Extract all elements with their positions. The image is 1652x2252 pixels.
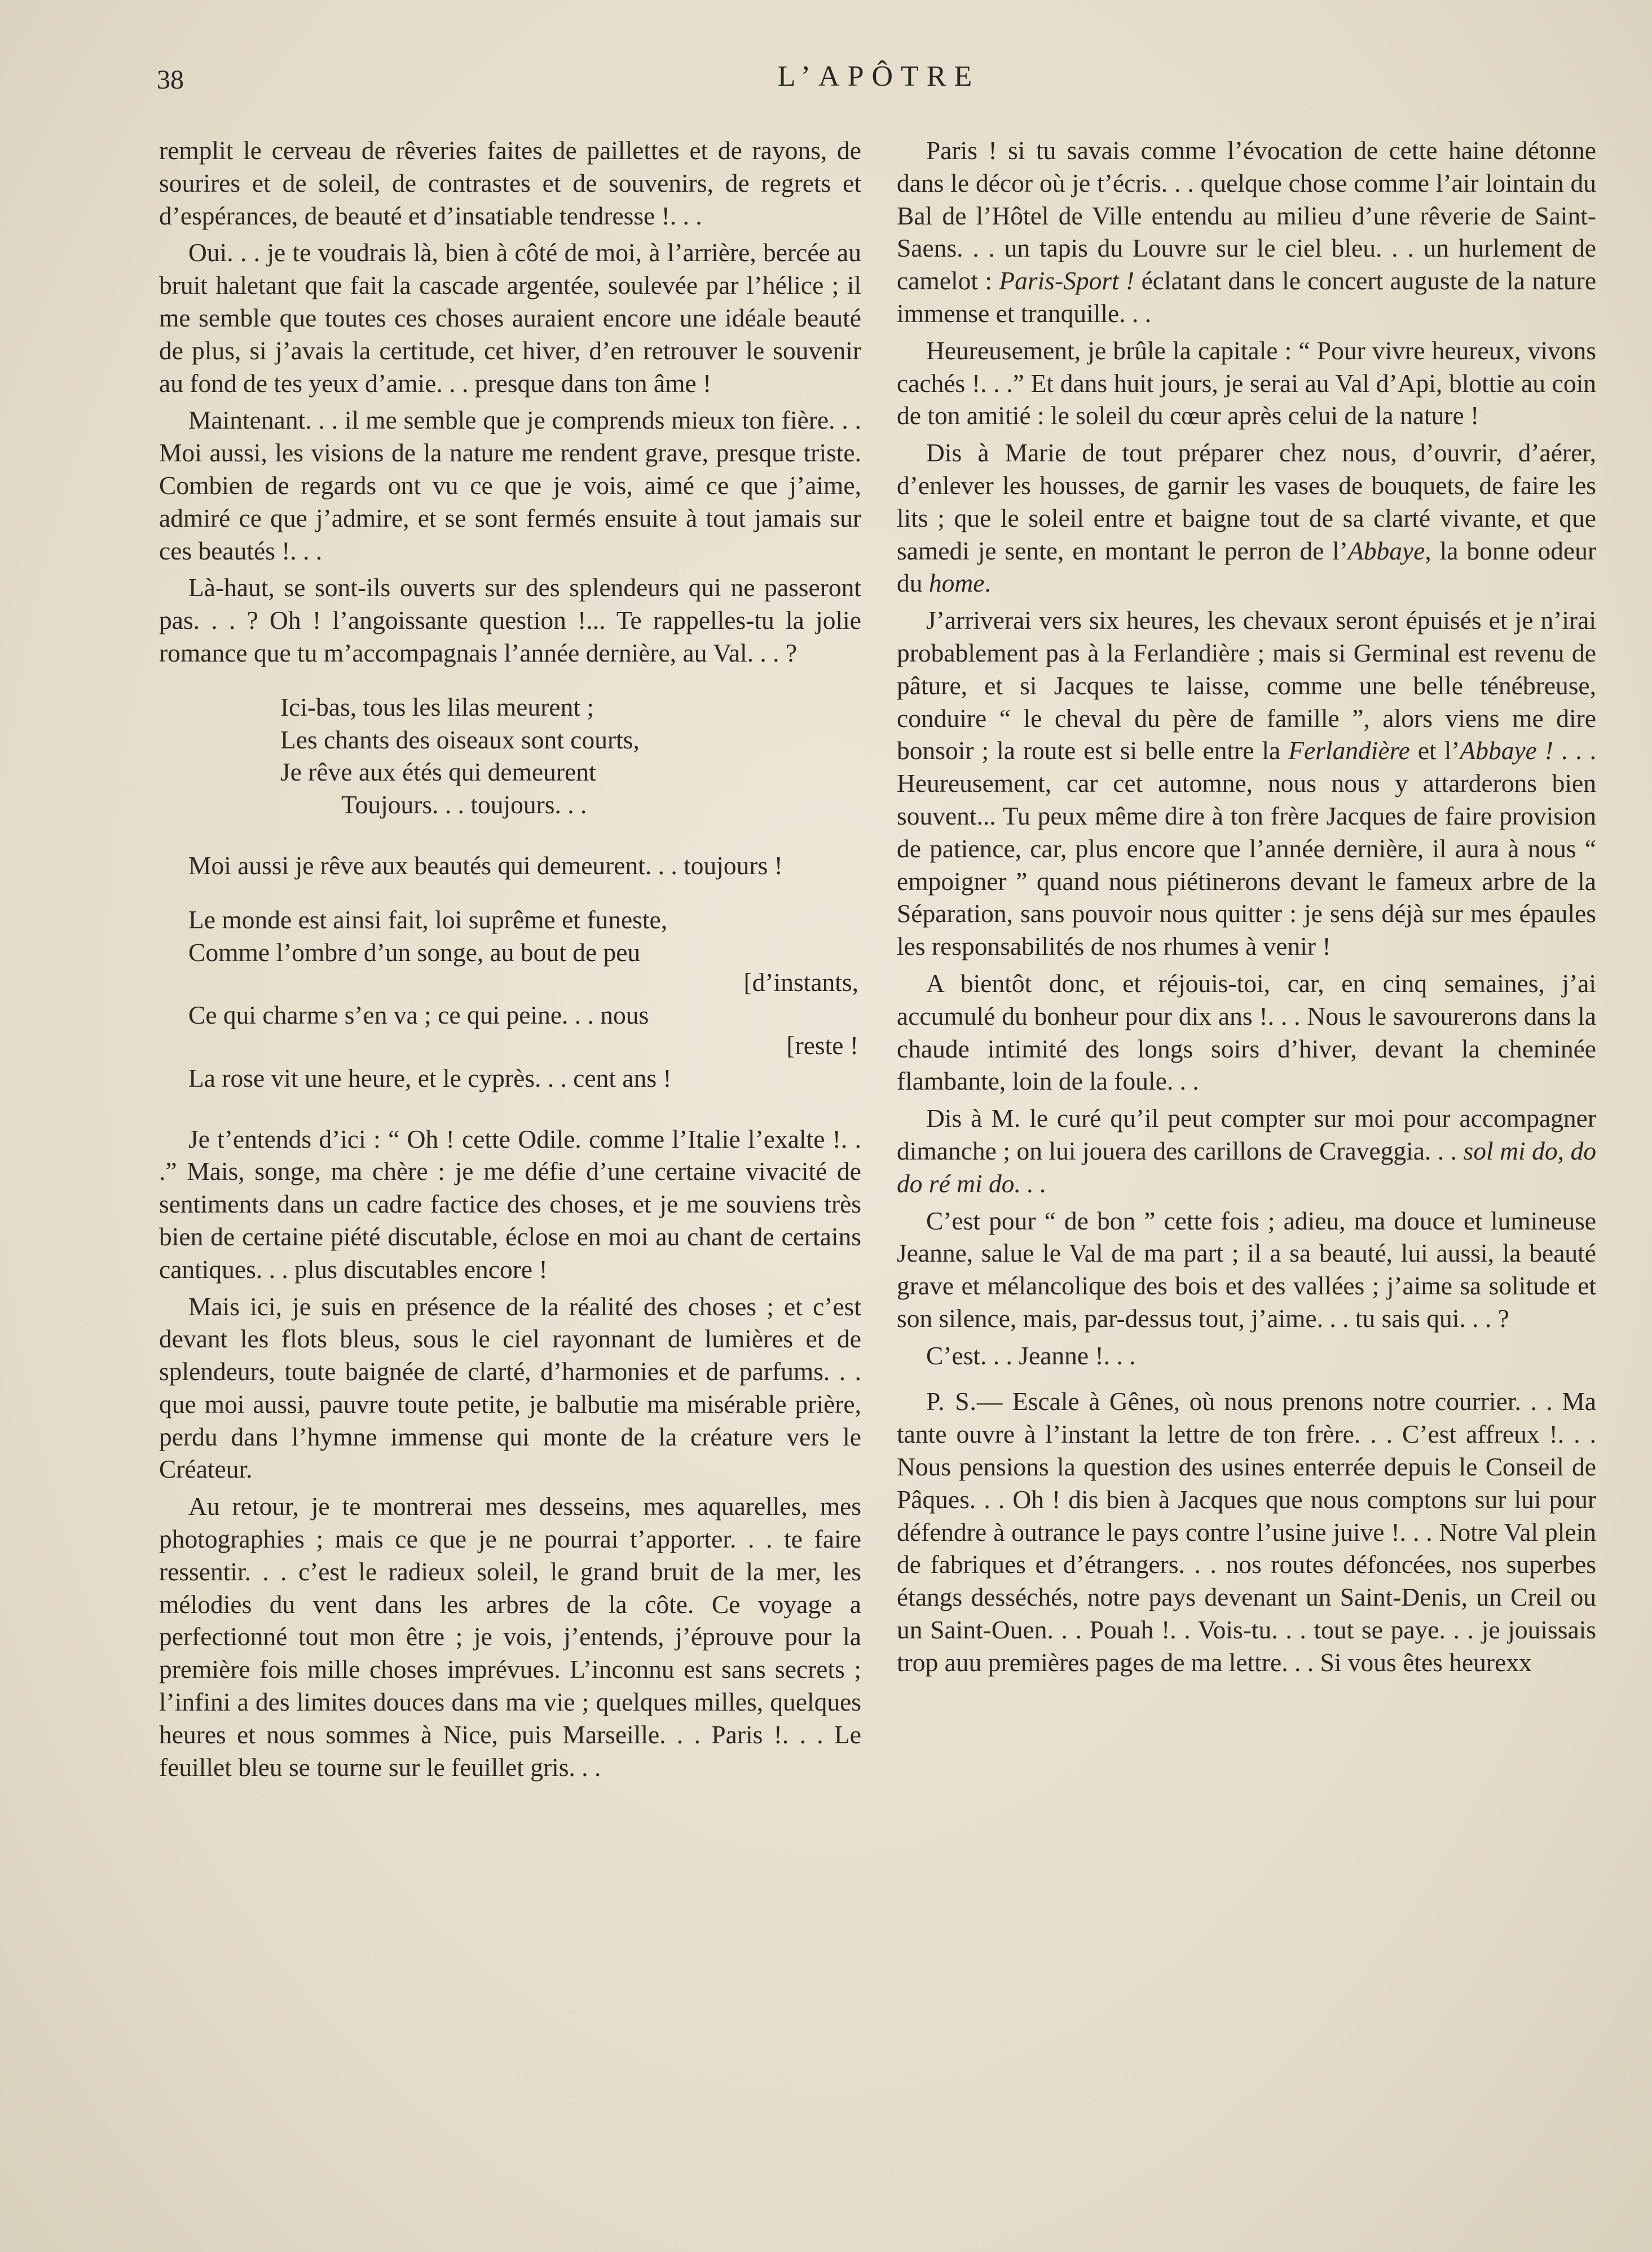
poem-stanza <box>159 691 861 821</box>
text-run: Dis à Marie de tout préparer chez nous, d’ouvrir, d’aérer, d’enlever les housses, de garnir les vases de bouquets, de faire les lits ; que le soleil entre et baigne tout de sa clarté vivante, et que samedi je sente, en montant le perron de l’ <box>897 438 1596 565</box>
paragraph <box>897 437 1596 600</box>
text-run: et l’ <box>1409 736 1460 765</box>
text-run: éclatant dans le concert auguste de la nature immense et tranquille. . . <box>897 266 1597 328</box>
text-run: . . . Heureusement, car cet automne, nous nous y attarderons bien souvent... Tu peux même dire à ton frère Jacques de faire provision de patience, car, plus encore que l’année dernière, il aura à nous “ empoigner ” quand nous piétinerons devant le fameux arbre de la Séparation, sans pouvoir nous quitter : je sens déjà sur mes épaules les responsabilités de nos rhumes à venir ! <box>897 736 1596 961</box>
italic-text: Abbaye ! <box>1460 736 1553 765</box>
verse-line: Je rêve aux étés qui demeurent <box>280 757 596 787</box>
verse-line-continuation: [d’instants, <box>743 968 858 997</box>
paragraph: Là-haut, se sont-ils ouverts sur des splendeurs qui ne passeront pas. . . ? Oh ! l’angoissante question !... Te rappelles-tu la jolie romance que tu m’accompagnais l’année dernière, au Val. . . ? <box>159 573 861 667</box>
paragraph: remplit le cerveau de rêveries faites de paillettes et de rayons, de sourires et de soleil, de contrastes et de souvenirs, de regrets et d’espérances, de beauté et d’insatiable tendresse !. . . <box>159 136 861 230</box>
poem-stanza <box>159 904 861 1095</box>
paragraph: Au retour, je te montrerai mes desseins, mes aquarelles, mes photographies ; mais ce que je ne pourrai t’apporter. . . te faire ressentir. . . c’est le radieux soleil, le grand bruit de la mer, les mélodies du vent dans les arbres de la côte. Ce voyage a perfectionné tout mon être ; je vois, j’entends, j’éprouve pour la première fois mille choses imprévues. L’inconnu est sans secrets ; l’infini a des limites douces dans ma vie ; quelques milles, quelques heures et nous sommes à Nice, puis Marseille. . . Paris !. . . Le feuillet bleu se tourne sur le feuillet gris. . . <box>159 1492 861 1782</box>
text-run: , la bonne odeur du <box>897 536 1596 598</box>
italic-text: Ferlandière <box>1288 736 1410 765</box>
verse-line: Ici-bas, tous les lilas meurent ; <box>280 692 594 721</box>
paragraph: Moi aussi je rêve aux beautés qui demeurent. . . toujours ! <box>188 850 783 880</box>
verse-line: La rose vit une heure, et le cyprès. . . cent ans ! <box>188 1063 672 1092</box>
italic-text: Abbaye <box>1347 536 1425 565</box>
verse-line: Toujours. . . toujours. . . <box>341 790 587 819</box>
paragraph: A bientôt donc, et réjouis-toi, car, en cinq semaines, j’ai accumulé du bonheur pour dix ans !. . . Nous le savourerons dans la chaude intimité des longs soirs d’hiver, devant la cheminée flambante, loin de la foule. . . <box>897 968 1596 1096</box>
text-run: Escale à Gênes, où nous prenons notre courrier. . . Ma tante ouvre à l’instant la lettre de ton frère. . . C’est affreux !. . . Nous pensions la question des usines enterrée depuis le Conseil de Pâques. . . Oh ! dis bien à Jacques que nous comptons sur lui pour défendre à outrance le pays contre l’usine juive !. . . Notre Val plein de fabriques et d’étrangers. . . nos routes défoncées, nos superbes étangs desséchés, notre pays devenant un Saint-Denis, un Creil ou un Saint-Ouen. . . Pouah !. . Vois-tu. . . tout se paye. . . je jouissais trop auu premières pages de ma lettre. . . Si vous êtes heurexx <box>897 1387 1596 1677</box>
text-run: Paris ! si tu savais comme l’évocation de cette haine détonne dans le décor où je t’écris. . . quelque chose comme l’air lointain du Bal de l’Hôtel de Ville entendu au milieu d’une rêverie de Saint-Saens. . . un tapis du Louvre sur le ciel bleu. . . un hurlement de camelot : <box>897 136 1596 296</box>
paragraph: Heureusement, je brûle la capitale : “ Pour vivre heureux, vivons cachés !. . .” Et dans huit jours, je serai au Val d’Api, blottie au coin de ton amitié : le soleil du cœur après celui de la nature ! <box>897 336 1596 430</box>
italic-text: home <box>928 568 985 598</box>
verse-line: Comme l’ombre d’un songe, au bout de peu <box>188 937 641 967</box>
verse-line: Ce qui charme s’en va ; ce qui peine. . . nous <box>188 1001 649 1030</box>
text-run: Dis à M. le curé qu’il peut compter sur moi pour accompagner dimanche ; on lui jouera des carillons de Craveggia. . . <box>897 1104 1596 1165</box>
postscript-label: P. S.— <box>926 1387 1003 1416</box>
paragraph: Mais ici, je suis en présence de la réalité des choses ; et c’est devant les flots bleus, sous le ciel rayonnant de lumières et de splendeurs, toute baignée de clarté, d’harmonies et de parfums. . . que moi aussi, pauvre toute petite, je balbutie ma misérable prière, perdu dans l’hymne immense qui monte de la créature vers le Créateur. <box>159 1292 861 1484</box>
left-column <box>159 134 861 1788</box>
paragraph <box>897 1102 1596 1200</box>
verse-line: Le monde est ainsi fait, loi suprême et funeste, <box>188 905 668 934</box>
italic-text: Paris-Sport ! <box>999 266 1135 296</box>
text-run: J’arriverai vers six heures, les chevaux seront épuisés et je n’irai probablement pas à la Ferlandière ; mais si Germinal est revenu de pâture, et si Jacques te laisse, comme une belle ténébreuse, conduire “ le cheval du père de famille ”, alors viens me dire bonsoir ; la route est si belle entre la <box>897 606 1596 765</box>
page-header <box>157 56 1601 107</box>
right-column <box>897 134 1596 1684</box>
paragraph: Maintenant. . . il me semble que je comprends mieux ton fière. . . Moi aussi, les visions de la nature me rendent grave, presque triste. Combien de regards ont vu ce que je vois, aimé ce que j’aime, admiré ce que j’admire, et se sont fermés ensuite à tout jamais sur ces beautés !. . . <box>159 406 861 565</box>
paragraph <box>897 604 1596 963</box>
paragraph <box>897 134 1596 330</box>
running-title: L’APÔTRE <box>777 60 980 92</box>
italic-text: sol mi do, do do ré mi do. . . <box>897 1136 1596 1198</box>
paragraph: C’est. . . Jeanne !. . . <box>926 1341 1136 1370</box>
verse-line-continuation: [reste ! <box>786 1030 858 1060</box>
page-number: 38 <box>157 65 184 95</box>
paragraph: Je t’entends d’ici : “ Oh ! cette Odile. comme l’Italie l’exalte !. . .” Mais, songe, ma chère : je me défie d’une certaine vivacité de sentiments dans un cadre factice des choses, et je me souviens très bien de certaine piété discutable, éclose en moi au chant de certains cantiques. . . plus discutables encore ! <box>159 1124 861 1284</box>
verse-line: Les chants des oiseaux sont courts, <box>280 725 640 754</box>
text-run: . <box>984 568 991 598</box>
paragraph: C’est pour “ de bon ” cette fois ; adieu, ma douce et lumineuse Jeanne, salue le Val de ma part ; il a sa beauté, lui aussi, la beauté grave et mélancolique des bois et des vallées ; j’aime sa solitude et son silence, mais, par-dessus tout, j’aime. . . tu sais qui. . . ? <box>897 1206 1596 1333</box>
postscript <box>897 1385 1596 1678</box>
paragraph: Oui. . . je te voudrais là, bien à côté de moi, à l’arrière, bercée au bruit haletant que fait la cascade argentée, soulevée par l’hélice ; il me semble que toutes ces choses auraient encore une idéale beauté de plus, si j’avais la certitude, cet hiver, d’en retrouver le souvenir au fond de tes yeux d’amie. . . presque dans ton âme ! <box>159 238 861 398</box>
